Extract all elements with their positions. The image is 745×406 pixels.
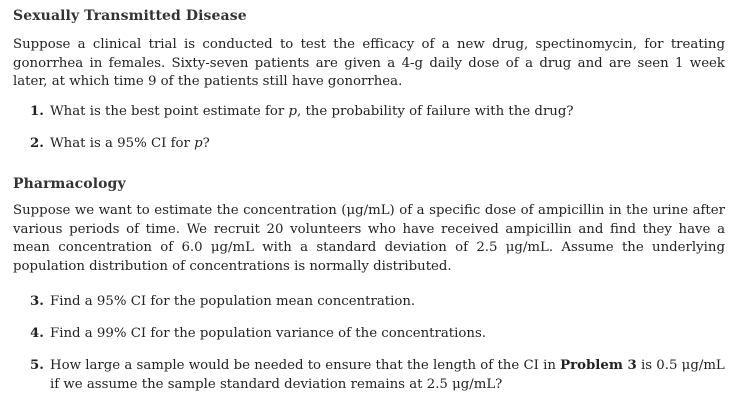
question-3 <box>30 293 730 312</box>
question-text-part: ? <box>202 136 210 151</box>
question-text <box>50 103 730 122</box>
question-number: 2. <box>30 136 44 151</box>
std-paragraph: Suppose a clinical trial is conducted to test the efficacy of a new drug, spectinomycin, for treating gonorrhea in females. Sixty-seven patients are given a 4-g daily dose of a drug and are seen 1 week later, at which time 9 of the patients still have gonorrhea. <box>13 37 725 89</box>
question-text: Find a 99% CI for the population variance of the concentrations. <box>50 326 487 341</box>
question-text: Find a 95% CI for the population mean concentration. <box>50 294 416 309</box>
question-number: 1. <box>30 104 44 119</box>
question-text-part: What is the best point estimate for <box>50 104 289 119</box>
question-number: 3. <box>30 294 44 309</box>
pharmacology-paragraph: Suppose we want to estimate the concentration (μg/mL) of a specific dose of ampicillin in the urine after various periods of time. We recruit 20 volunteers who have received ampicillin and find they have a mean concentration of 6.0 μg/mL with a standard deviation of 2.5 μg/mL. Assume the underlying population distribution of concentrations is normally distributed. <box>13 203 725 274</box>
question-variable: p <box>194 136 203 151</box>
question-number: 5. <box>30 358 44 373</box>
question-text-part: is 0.5 μg/mL if we assume the sample standard deviation remains at 2.5 μg/mL? <box>50 358 725 392</box>
question-5 <box>30 357 730 394</box>
question-1 <box>30 103 730 122</box>
question-number: 4. <box>30 326 44 341</box>
question-text-part: How large a sample would be needed to ensure that the length of the CI in <box>50 358 561 373</box>
section-title-std: Sexually Transmitted Disease <box>13 8 247 24</box>
question-text <box>50 135 730 154</box>
question-2 <box>30 135 730 154</box>
section-title-pharmacology: Pharmacology <box>13 176 126 192</box>
question-variable: p <box>288 104 298 119</box>
question-text-part: , the probability of failure with the drug? <box>297 104 574 119</box>
question-text <box>50 357 730 394</box>
problem-reference: Problem 3 <box>560 358 637 373</box>
question-4 <box>30 325 730 344</box>
question-text-part: What is a 95% CI for <box>50 136 195 151</box>
